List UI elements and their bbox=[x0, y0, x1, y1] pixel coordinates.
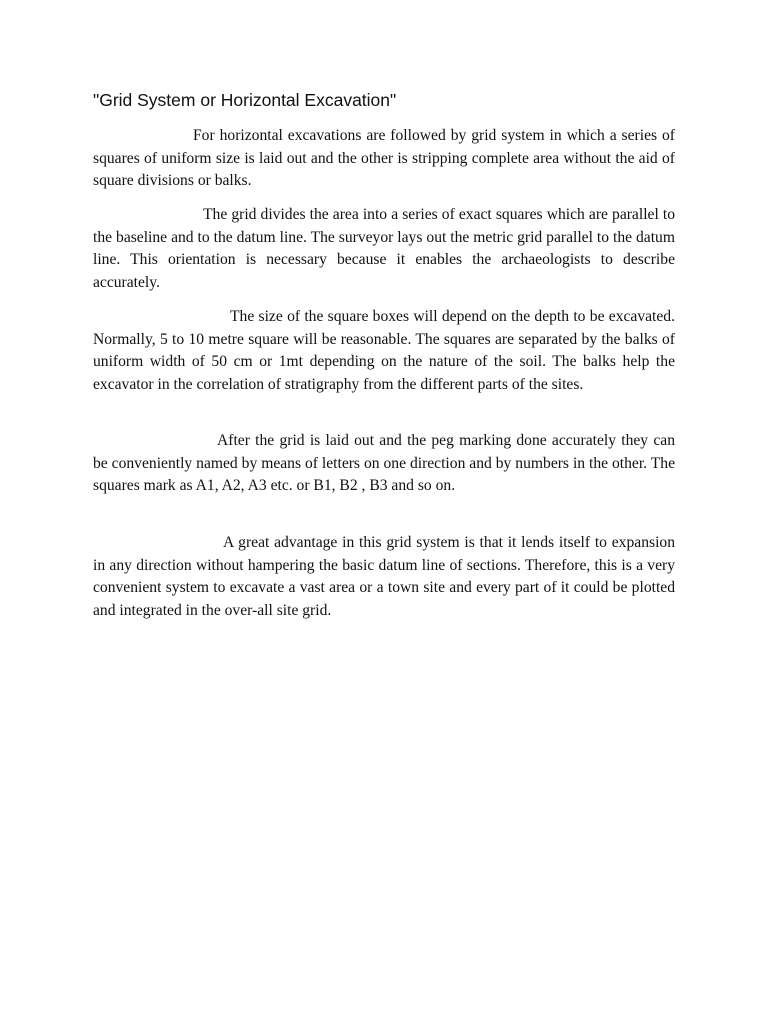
paragraph-3: The size of the square boxes will depend on the depth to be excavated. Normally, 5 to 10 metre square will be reasonable. The squares are separated by the balks of uniform width of 50 cm or 1mt depending on the nature of the soil. The balks help the excavator in the correlation of stratigraphy from the different parts of the sites. bbox=[93, 308, 675, 393]
paragraph-5: A great advantage in this grid system is that it lends itself to expansion in any direction without hampering the basic datum line of sections. Therefore, this is a very convenient system to excavate a vast area or a town site and every part of it could be plotted and integrated in the over-all site grid. bbox=[93, 534, 675, 619]
paragraph-1: For horizontal excavations are followed by grid system in which a series of squares of uniform size is laid out and the other is stripping complete area without the aid of square divisions or balks. bbox=[93, 127, 675, 190]
document-title: "Grid System or Horizontal Excavation" bbox=[93, 90, 397, 110]
paragraph-4: After the grid is laid out and the peg marking done accurately they can be conveniently named by means of letters on one direction and by numbers in the other. The squares mark as A1, A2, A3 etc. or B1, B2 , B3 and so on. bbox=[93, 432, 675, 495]
paragraph-2: The grid divides the area into a series of exact squares which are parallel to the baseline and to the datum line. The surveyor lays out the metric grid parallel to the datum line. This orientation is necessary because it enables the archaeologists to describe accurately. bbox=[93, 206, 675, 291]
